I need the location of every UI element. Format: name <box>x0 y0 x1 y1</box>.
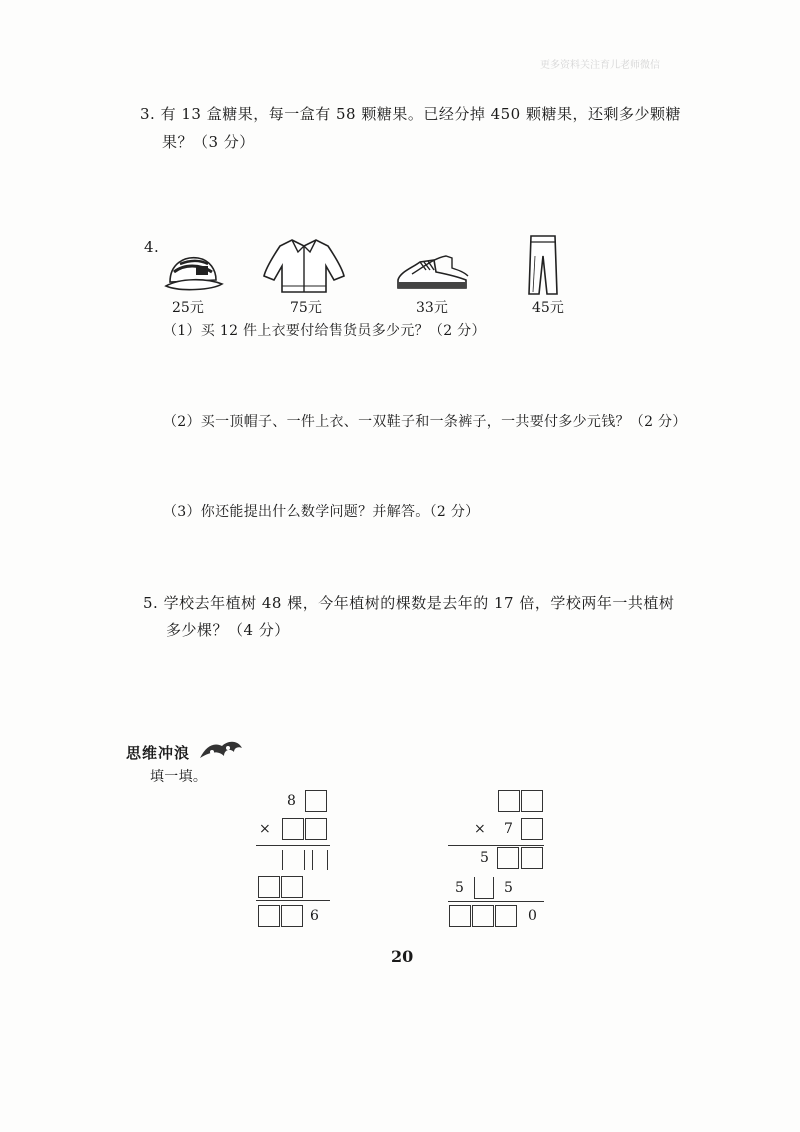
blank-box[interactable] <box>521 790 543 812</box>
blank-box[interactable] <box>498 790 520 812</box>
sum-line <box>256 900 330 901</box>
partial-column <box>327 850 328 870</box>
left-times-sign: × <box>259 821 271 837</box>
q3-line1: 3. 有 13 盒糖果，每一盒有 58 颗糖果。已经分掉 450 颗糖果，还剩多少颗糖 <box>140 105 681 123</box>
price-cap: 25元 <box>172 300 204 316</box>
right-multiplier-digit: 7 <box>504 821 513 837</box>
q3-line2: 果？（3 分） <box>162 133 255 151</box>
sum-line <box>448 901 544 902</box>
blank-box[interactable] <box>449 905 471 927</box>
q4-sub3: （3）你还能提出什么数学问题？并解答。（2 分） <box>163 504 480 520</box>
blank-box[interactable] <box>474 877 494 899</box>
challenge-title: 思维冲浪 <box>126 744 191 762</box>
blank-box[interactable] <box>258 876 280 898</box>
jacket-icon <box>262 236 346 296</box>
blank-box[interactable] <box>521 847 543 869</box>
blank-box[interactable] <box>495 905 517 927</box>
page-number: 20 <box>391 947 414 966</box>
pants-icon <box>525 234 561 296</box>
cap-icon <box>160 250 226 294</box>
price-jacket: 75元 <box>290 300 322 316</box>
q5-line1: 5. 学校去年植树 48 棵，今年植树的棵数是去年的 17 倍，学校两年一共植树 <box>143 594 675 612</box>
blank-box[interactable] <box>258 905 280 927</box>
blank-box[interactable] <box>472 905 494 927</box>
right-row3-digit: 5 <box>455 880 464 896</box>
blank-box[interactable] <box>521 818 543 840</box>
q5-line2: 多少棵？（4 分） <box>166 621 290 639</box>
blank-box[interactable] <box>497 847 519 869</box>
blank-box[interactable] <box>305 818 327 840</box>
blank-box[interactable] <box>305 790 327 812</box>
right-result-digit: 0 <box>528 908 537 924</box>
right-partial-digit: 5 <box>480 850 489 866</box>
left-result-digit: 6 <box>310 908 319 924</box>
right-times-sign: × <box>474 821 486 837</box>
q4-number: 4. <box>144 238 160 256</box>
q4-sub1: （1）买 12 件上衣要付给售货员多少元？（2 分） <box>163 323 486 339</box>
price-pants: 45元 <box>532 300 564 316</box>
wave-icon <box>198 738 244 762</box>
right-row3-digit: 5 <box>504 880 513 896</box>
partial-column <box>282 850 283 870</box>
partial-column <box>312 850 313 870</box>
product-line <box>256 845 330 846</box>
challenge-instruction: 填一填。 <box>150 769 208 785</box>
left-top-digit: 8 <box>287 793 296 809</box>
blank-box[interactable] <box>281 905 303 927</box>
watermark: 更多资料关注育儿老师微信 <box>540 60 660 71</box>
blank-box[interactable] <box>282 818 304 840</box>
partial-column <box>304 850 305 870</box>
price-shoes: 33元 <box>416 300 448 316</box>
shoes-icon <box>394 250 470 292</box>
blank-box[interactable] <box>281 876 303 898</box>
q4-sub2: （2）买一顶帽子、一件上衣、一双鞋子和一条裤子，一共要付多少元钱？（2 分） <box>163 414 687 430</box>
